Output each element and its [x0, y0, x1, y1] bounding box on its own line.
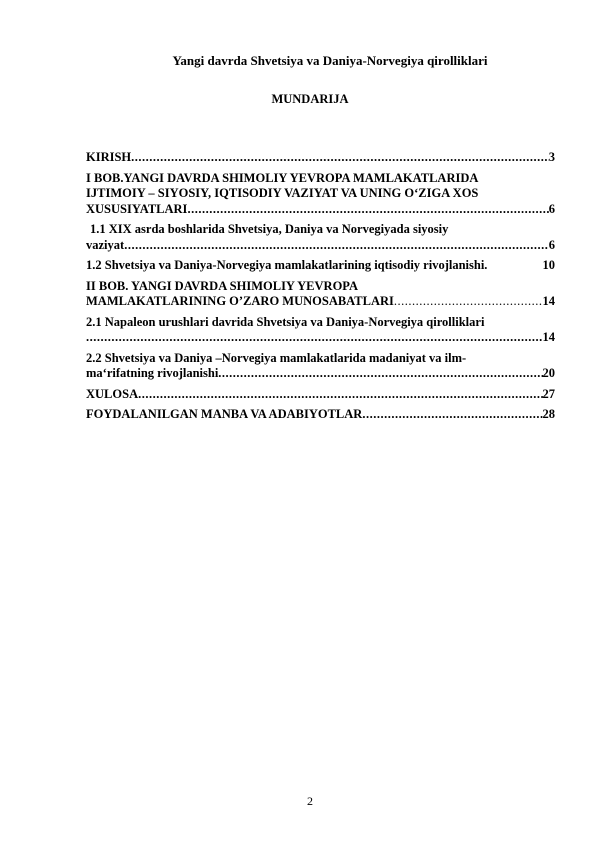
toc-entry-page: 6 — [548, 237, 555, 252]
toc-entry-title: FOYDALANILGAN MANBA VA ADABIYOTLAR — [86, 407, 363, 421]
toc-entry-page: 6 — [548, 201, 555, 216]
page-number: 2 — [307, 794, 313, 808]
toc-leader-dots — [131, 150, 549, 166]
toc-entry-page: 14 — [542, 294, 555, 308]
toc-entry-title-line: IJTIMOIY – SIYOSIY, IQTISODIY VAZIYAT VA UNING O‘ZIGA XOS — [86, 186, 479, 200]
toc-entry-xulosa[interactable] — [86, 387, 555, 403]
toc-leader-dots — [394, 294, 543, 310]
toc-entry-title-line: vaziyat — [86, 237, 125, 252]
toc-entry-title-line: MAMLAKATLARINING O’ZARO MUNOSABATLARI — [86, 294, 394, 308]
toc-entry-page: 3 — [548, 150, 555, 164]
toc-entry-title-line: 1.1 XIX asrda boshlarida Shvetsiya, Daniya va Norvegiyada siyosiy — [90, 222, 449, 236]
toc-leader-dots — [362, 407, 542, 423]
toc-leader-dots — [218, 366, 542, 382]
toc-entry-chapter-2[interactable] — [86, 279, 555, 310]
toc-entry-title-line: I BOB.YANGI DAVRDA SHIMOLIY YEVROPA MAMLAKATLARIDA — [86, 170, 479, 185]
toc-entry-kirish[interactable] — [86, 150, 555, 166]
toc-entry-section-1-1[interactable] — [86, 222, 555, 253]
toc-entry-title-line: XUSUSIYATLARI — [86, 201, 188, 216]
toc-entry-chapter-1[interactable] — [86, 171, 555, 218]
toc-entry-references[interactable] — [86, 407, 555, 423]
toc-entry-title-line: II BOB. YANGI DAVRDA SHIMOLIY YEVROPA — [86, 278, 359, 293]
toc-entry-title: XULOSA — [86, 386, 139, 401]
toc-leader-dots — [187, 202, 548, 218]
toc-entry-page: 28 — [542, 407, 555, 421]
toc-entry-title: 1.2 Shvetsiya va Daniya-Norvegiya mamlakatlarining iqtisodiy rivojlanishi. — [86, 258, 488, 272]
toc-entry-page: 20 — [542, 366, 555, 380]
toc-leader-dots — [86, 330, 543, 346]
toc-entry-page: 27 — [542, 386, 555, 401]
toc-entry-page: 10 — [542, 258, 555, 272]
table-of-contents — [86, 150, 555, 428]
document-title: Yangi davrda Shvetsiya va Daniya-Norvegiya qirolliklari — [172, 53, 488, 68]
toc-entry-title-line: 2.2 Shvetsiya va Daniya –Norvegiya mamlakatlarida madaniyat va ilm- — [86, 350, 467, 365]
toc-leader-dots — [138, 387, 542, 403]
toc-entry-page: 14 — [542, 330, 555, 344]
toc-heading: MUNDARIJA — [271, 92, 349, 106]
toc-entry-section-2-2[interactable] — [86, 351, 555, 382]
toc-entry-section-1-2[interactable] — [86, 258, 555, 274]
toc-entry-title-line: 2.1 Napaleon urushlari davrida Shvetsiya va Daniya-Norvegiya qirolliklari — [86, 314, 485, 329]
toc-leader-dots — [124, 238, 549, 254]
toc-entry-section-2-1[interactable] — [86, 315, 555, 346]
toc-entry-title-line: ma‘rifatning rivojlanishi — [86, 366, 219, 380]
toc-entry-title: KIRISH — [86, 150, 132, 164]
